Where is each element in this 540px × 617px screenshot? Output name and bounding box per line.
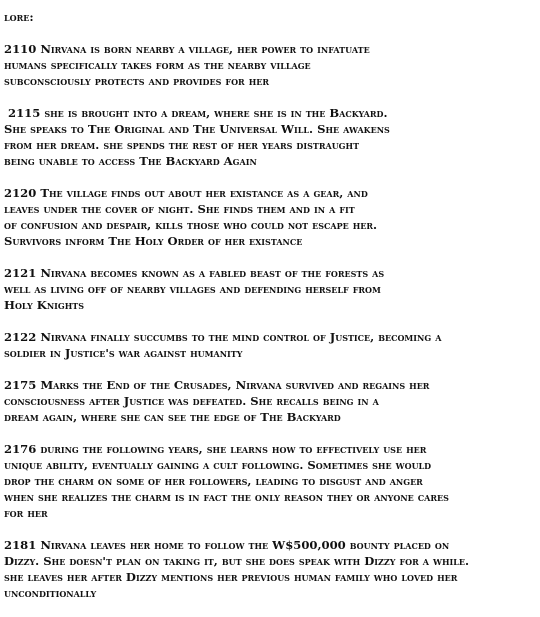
entry-line: Survivors inform The Holy Order of her existance <box>4 234 303 248</box>
entry-line: soldier in Justice's war against humanity <box>4 346 243 360</box>
entry-line: consciousness after Justice was defeated. She recalls being in a <box>4 394 379 408</box>
entry-line: from her dream. she spends the rest of her years distraught <box>4 138 360 152</box>
entry-year: 2120 <box>4 186 37 200</box>
entry-text: Nirvana leaves her home to follow the W$500,000 bounty placed on <box>36 538 450 552</box>
entry-year: 2115 <box>4 106 41 120</box>
entry-line: well as living off of nearby villages and defending herself from <box>4 282 381 296</box>
entry-line <box>4 41 536 57</box>
entry-text: Nirvana is born nearby a village, her power to infatuate <box>36 42 370 56</box>
entry-text: she is brought into a dream, where she is in the Backyard. <box>40 106 388 120</box>
entry-year: 2176 <box>4 442 37 456</box>
entry-year: 2181 <box>4 538 37 552</box>
lore-document <box>4 9 536 617</box>
lore-heading: lore: <box>4 10 34 24</box>
lore-entry-2181 <box>4 537 536 601</box>
entry-line: for her <box>4 506 48 520</box>
lore-entry-2121 <box>4 265 536 313</box>
lore-entry-2175 <box>4 377 536 425</box>
lore-entry-2122 <box>4 329 536 361</box>
entry-line: of confusion and despair, kills those who could not escape her. <box>4 218 378 232</box>
lore-entry-2115 <box>4 105 536 169</box>
entry-line: being unable to access The Backyard Again <box>4 154 257 168</box>
lore-entry-2120 <box>4 185 536 249</box>
entry-line <box>4 377 536 393</box>
entry-line: She speaks to The Original and The Universal Will. She awakens <box>4 122 390 136</box>
entry-line: unconditionally <box>4 586 97 600</box>
entry-line: drop the charm on some of her followers, leading to disgust and anger <box>4 474 423 488</box>
entry-line: dream again, where she can see the edge of The Backyard <box>4 410 341 424</box>
lore-entry-2176 <box>4 441 536 521</box>
entry-year: 2122 <box>4 330 37 344</box>
entry-line <box>4 105 536 121</box>
entry-year: 2121 <box>4 266 37 280</box>
entry-line <box>4 185 536 201</box>
entry-line: unique ability, eventually gaining a cult following. Sometimes she would <box>4 458 432 472</box>
entry-line <box>4 329 536 345</box>
entry-line: Dizzy. She doesn't plan on taking it, but she does speak with Dizzy for a while. <box>4 554 470 568</box>
entry-text: Marks the End of the Crusades, Nirvana survived and regains her <box>36 378 430 392</box>
entry-line <box>4 537 536 553</box>
lore-entry-2110 <box>4 41 536 89</box>
entry-line <box>4 441 536 457</box>
entry-line: leaves under the cover of night. She finds them and in a fit <box>4 202 355 216</box>
entry-text: during the following years, she learns how to effectively use her <box>36 442 427 456</box>
entry-text: Nirvana finally succumbs to the mind control of Justice, becoming a <box>36 330 442 344</box>
entry-year: 2175 <box>4 378 37 392</box>
entry-line <box>4 265 536 281</box>
entry-year: 2110 <box>4 42 37 56</box>
entry-line: Holy Knights <box>4 298 85 312</box>
entry-text: Nirvana becomes known as a fabled beast of the forests as <box>36 266 385 280</box>
entry-line: humans specifically takes form as the nearby village <box>4 58 311 72</box>
entry-text: The village finds out about her existance as a gear, and <box>36 186 368 200</box>
entry-line: subconsciously protects and provides for her <box>4 74 270 88</box>
entry-line: when she realizes the charm is in fact the only reason they or anyone cares <box>4 490 449 504</box>
entry-line: she leaves her after Dizzy mentions her previous human family who loved her <box>4 570 458 584</box>
